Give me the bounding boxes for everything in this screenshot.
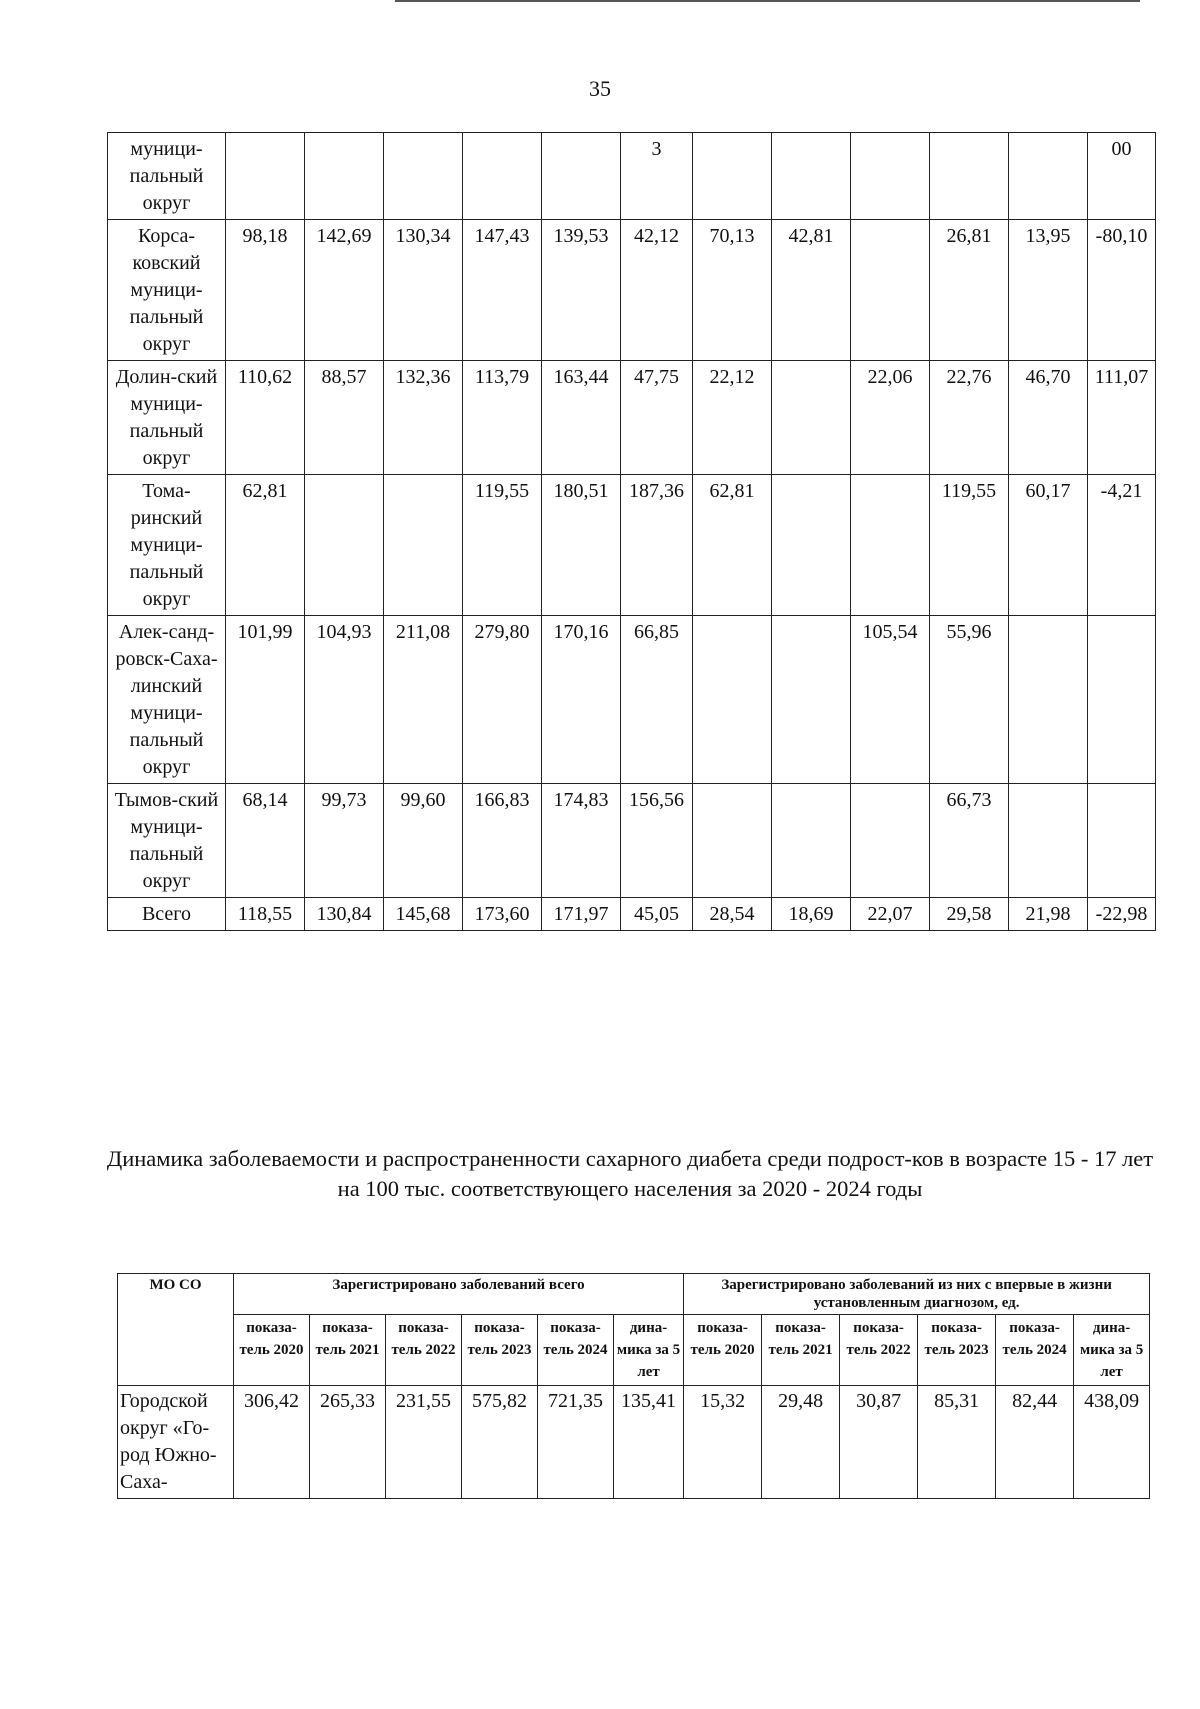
table-cell: 66,73 — [930, 784, 1009, 898]
table-cell: 3 — [621, 133, 693, 220]
table-cell — [851, 475, 930, 616]
table-row — [108, 475, 1156, 616]
table-cell: 22,12 — [693, 361, 772, 475]
table-cell — [693, 784, 772, 898]
table-cell: 135,41 — [614, 1386, 684, 1499]
table-cell: 105,54 — [851, 616, 930, 784]
table-cell: 180,51 — [542, 475, 621, 616]
header-registered-first-time: Зарегистрировано заболеваний из них с впервые в жизни установленным диагнозом, ед. — [684, 1274, 1150, 1315]
table2-body — [118, 1386, 1150, 1499]
table2-subheader-row — [118, 1315, 1150, 1386]
table-cell: 13,95 — [1009, 220, 1088, 361]
subheader-cell: показа-тель 2020 — [234, 1315, 310, 1386]
table-cell — [1009, 133, 1088, 220]
table-cell — [542, 133, 621, 220]
table-row — [108, 361, 1156, 475]
table-cell: 47,75 — [621, 361, 693, 475]
row-name: Алек-санд-ровск-Саха-линский муници-пальный округ — [108, 616, 226, 784]
row-name: Всего — [108, 898, 226, 931]
table-cell: 171,97 — [542, 898, 621, 931]
table-cell: 118,55 — [226, 898, 305, 931]
table-cell — [851, 133, 930, 220]
subheader-cell: показа-тель 2024 — [538, 1315, 614, 1386]
row-name: Корса-ковский муници-пальный округ — [108, 220, 226, 361]
row-name: Городской округ «Го-род Южно-Саха- — [118, 1386, 234, 1499]
subheader-cell: показа-тель 2021 — [310, 1315, 386, 1386]
table-cell: 30,87 — [840, 1386, 918, 1499]
table-cell: 111,07 — [1088, 361, 1156, 475]
subheader-cell: показа-тель 2021 — [762, 1315, 840, 1386]
table1-body — [108, 133, 1156, 931]
table-row — [108, 898, 1156, 931]
table-cell — [305, 133, 384, 220]
incidence-table-continued — [107, 132, 1156, 931]
table-cell: 99,60 — [384, 784, 463, 898]
table-cell: 575,82 — [462, 1386, 538, 1499]
table-cell — [772, 616, 851, 784]
table-cell: 110,62 — [226, 361, 305, 475]
page-number: 35 — [589, 76, 611, 101]
table-cell — [851, 784, 930, 898]
table-row — [108, 616, 1156, 784]
subheader-cell: показа-тель 2023 — [918, 1315, 996, 1386]
table-cell: 62,81 — [226, 475, 305, 616]
table-cell: 174,83 — [542, 784, 621, 898]
table-cell: 113,79 — [463, 361, 542, 475]
row-name: Тымов-ский муници-пальный округ — [108, 784, 226, 898]
table-cell: 187,36 — [621, 475, 693, 616]
table-cell: 721,35 — [538, 1386, 614, 1499]
table-cell — [693, 133, 772, 220]
table-row — [118, 1386, 1150, 1499]
table-cell — [772, 133, 851, 220]
header-mo-so: МО СО — [118, 1274, 234, 1386]
table-cell — [384, 475, 463, 616]
subheader-cell: показа-тель 2020 — [684, 1315, 762, 1386]
table-cell — [851, 220, 930, 361]
subheader-cell: дина-мика за 5 лет — [614, 1315, 684, 1386]
table-cell — [1088, 616, 1156, 784]
table-cell: 66,85 — [621, 616, 693, 784]
table-cell: 70,13 — [693, 220, 772, 361]
table-cell — [463, 133, 542, 220]
table-cell: 55,96 — [930, 616, 1009, 784]
subheader-cell: показа-тель 2023 — [462, 1315, 538, 1386]
subheader-cell: показа-тель 2022 — [840, 1315, 918, 1386]
table-cell: 231,55 — [386, 1386, 462, 1499]
table-cell — [1009, 616, 1088, 784]
table2-heading: Динамика заболеваемости и распространенности сахарного диабета среди подрост-ков в возрасте 15 - 17 лет на 100 тыс. соответствующего населения за 2020 - 2024 годы — [106, 1146, 1154, 1201]
table-cell: 139,53 — [542, 220, 621, 361]
table-cell: 142,69 — [305, 220, 384, 361]
table-cell: -4,21 — [1088, 475, 1156, 616]
table-cell: 21,98 — [1009, 898, 1088, 931]
table-row — [108, 784, 1156, 898]
table-cell: 82,44 — [996, 1386, 1074, 1499]
table-cell: 22,76 — [930, 361, 1009, 475]
top-rule — [395, 0, 1140, 2]
adolescent-diabetes-table — [117, 1273, 1150, 1499]
table-cell: 119,55 — [463, 475, 542, 616]
table-cell: 15,32 — [684, 1386, 762, 1499]
table-cell: 173,60 — [463, 898, 542, 931]
table-cell: 279,80 — [463, 616, 542, 784]
subheader-cell: дина-мика за 5 лет — [1074, 1315, 1150, 1386]
table-cell: 98,18 — [226, 220, 305, 361]
table-cell: 00 — [1088, 133, 1156, 220]
table-cell: 99,73 — [305, 784, 384, 898]
subheader-cell: показа-тель 2024 — [996, 1315, 1074, 1386]
table-cell: 29,58 — [930, 898, 1009, 931]
table-cell: 147,43 — [463, 220, 542, 361]
row-name: Тома-ринский муници-пальный округ — [108, 475, 226, 616]
row-name: муници-пальный округ — [108, 133, 226, 220]
table-cell — [305, 475, 384, 616]
table-cell — [930, 133, 1009, 220]
table-cell: 306,42 — [234, 1386, 310, 1499]
table-cell: 62,81 — [693, 475, 772, 616]
table-cell: 42,81 — [772, 220, 851, 361]
row-name: Долин-ский муници-пальный округ — [108, 361, 226, 475]
table-row — [108, 133, 1156, 220]
table-cell: 104,93 — [305, 616, 384, 784]
table-cell: 170,16 — [542, 616, 621, 784]
table-cell: 211,08 — [384, 616, 463, 784]
table-cell: 28,54 — [693, 898, 772, 931]
table-cell — [772, 361, 851, 475]
table-cell: 22,06 — [851, 361, 930, 475]
table-cell: 101,99 — [226, 616, 305, 784]
table-cell: 166,83 — [463, 784, 542, 898]
table-cell: -22,98 — [1088, 898, 1156, 931]
table-cell — [1088, 784, 1156, 898]
table-row — [108, 220, 1156, 361]
table-cell: 145,68 — [384, 898, 463, 931]
table-cell — [226, 133, 305, 220]
table-cell: 45,05 — [621, 898, 693, 931]
table-cell: 132,36 — [384, 361, 463, 475]
table-cell: 265,33 — [310, 1386, 386, 1499]
table-cell: 438,09 — [1074, 1386, 1150, 1499]
table-cell: 163,44 — [542, 361, 621, 475]
table-cell: 88,57 — [305, 361, 384, 475]
table-cell: 130,34 — [384, 220, 463, 361]
header-registered-total: Зарегистрировано заболеваний всего — [234, 1274, 684, 1315]
table-cell — [384, 133, 463, 220]
table-cell — [772, 784, 851, 898]
table-cell: 29,48 — [762, 1386, 840, 1499]
table-cell — [772, 475, 851, 616]
table-cell: 60,17 — [1009, 475, 1088, 616]
table-cell: 26,81 — [930, 220, 1009, 361]
table-cell: 85,31 — [918, 1386, 996, 1499]
table-cell: 156,56 — [621, 784, 693, 898]
table-cell: 18,69 — [772, 898, 851, 931]
table-cell: 68,14 — [226, 784, 305, 898]
table-cell: 119,55 — [930, 475, 1009, 616]
table-cell — [1009, 784, 1088, 898]
table-cell: 22,07 — [851, 898, 930, 931]
table-cell: 42,12 — [621, 220, 693, 361]
table-cell: -80,10 — [1088, 220, 1156, 361]
table-cell — [693, 616, 772, 784]
table-cell: 130,84 — [305, 898, 384, 931]
table-cell: 46,70 — [1009, 361, 1088, 475]
subheader-cell: показа-тель 2022 — [386, 1315, 462, 1386]
table2-header-row — [118, 1274, 1150, 1315]
